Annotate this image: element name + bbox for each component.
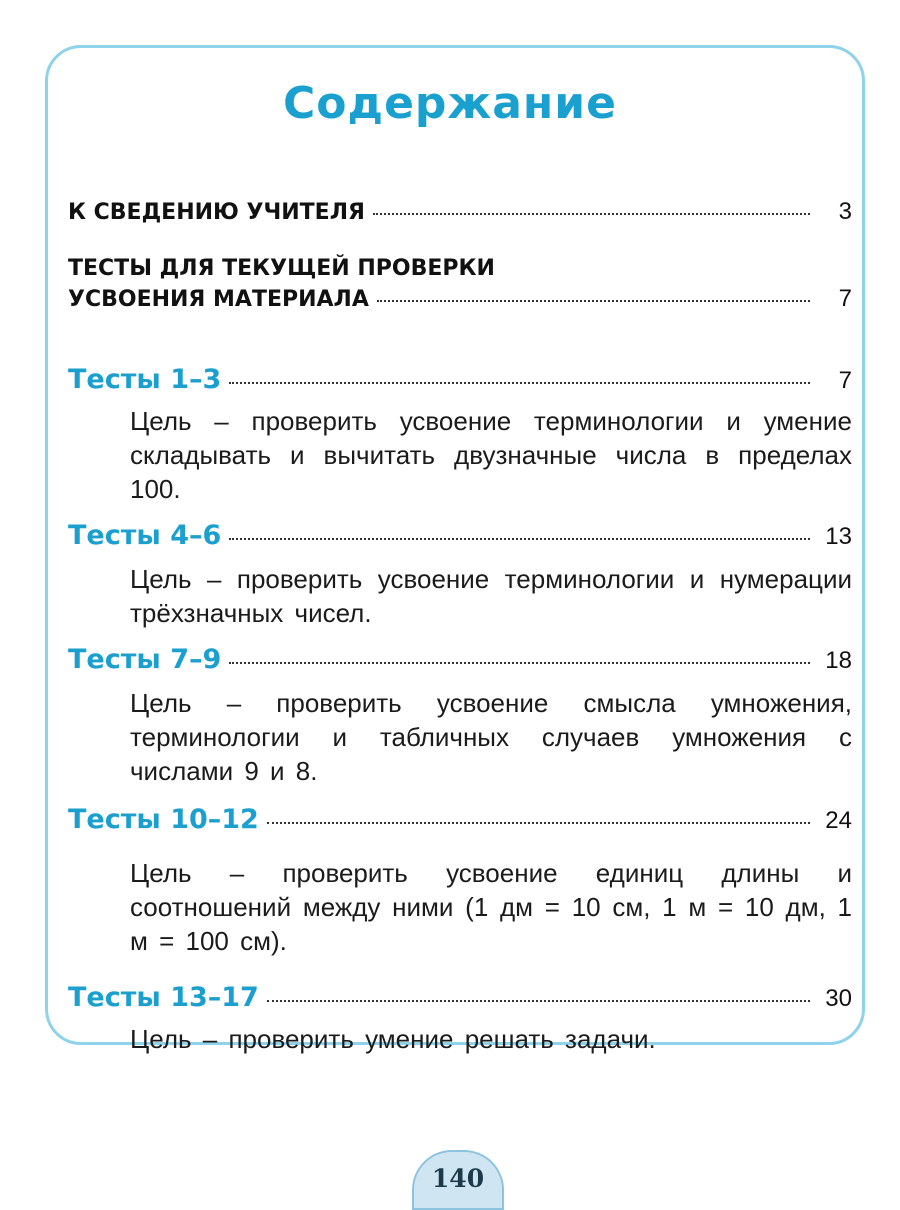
dot-leader xyxy=(267,1000,810,1002)
dot-leader xyxy=(229,382,810,384)
toc-page-number: 7 xyxy=(838,367,852,394)
toc-page-number: 7 xyxy=(838,285,852,312)
toc-label: К СВЕДЕНИЮ УЧИТЕЛЯ xyxy=(68,200,365,225)
section-title: Тесты 1–3 xyxy=(68,364,222,395)
dot-leader xyxy=(373,213,810,215)
page-number: 140 xyxy=(431,1164,485,1193)
toc-entry-tests-4-6[interactable] xyxy=(68,520,852,551)
dot-leader xyxy=(377,300,810,302)
toc-label-line2: УСВОЕНИЯ МАТЕРИАЛА xyxy=(68,287,369,312)
toc-page-number: 3 xyxy=(838,198,852,225)
section-title: Тесты 13–17 xyxy=(68,982,259,1013)
toc-page-number: 30 xyxy=(825,985,852,1012)
toc-entry-tests-1-3[interactable] xyxy=(68,364,852,395)
toc-page-number: 13 xyxy=(825,523,852,550)
toc-entry-teacher-info[interactable] xyxy=(68,198,852,226)
section-title: Тесты 7–9 xyxy=(68,644,222,675)
toc-label-line1: ТЕСТЫ ДЛЯ ТЕКУЩЕЙ ПРОВЕРКИ xyxy=(68,256,495,281)
section-title: Тесты 4–6 xyxy=(68,520,222,551)
toc-entry-tests-13-17[interactable] xyxy=(68,982,852,1013)
page-title: Содержание xyxy=(283,78,617,129)
section-goal: Цель – проверить усвоение терминологии и умение складывать и вычитать двузначные числа в пределах 100. xyxy=(130,406,852,504)
dot-leader xyxy=(229,538,810,540)
section-goal: Цель – проверить усвоение терминологии и нумерации трёхзначных чисел. xyxy=(130,564,852,628)
section-goal: Цель – проверить умение решать задачи. xyxy=(130,1024,656,1054)
toc-page-number: 18 xyxy=(825,647,852,674)
toc-entry-tests-7-9[interactable] xyxy=(68,644,852,675)
toc-entry-tests-10-12[interactable] xyxy=(68,804,852,835)
toc-page-number: 24 xyxy=(825,807,852,834)
dot-leader xyxy=(229,662,810,664)
page-number-tab xyxy=(412,1150,504,1210)
dot-leader xyxy=(267,822,810,824)
section-goal: Цель – проверить усвоение смысла умножения, терминологии и табличных случаев умножения с числами 9 и 8. xyxy=(130,688,852,786)
section-title: Тесты 10–12 xyxy=(68,804,259,835)
section-goal: Цель – проверить усвоение единиц длины и соотношений между ними (1 дм = 10 см, 1 м = 10 дм, 1 м = 100 см). xyxy=(130,858,852,956)
toc-entry-current-tests[interactable] xyxy=(68,256,852,313)
